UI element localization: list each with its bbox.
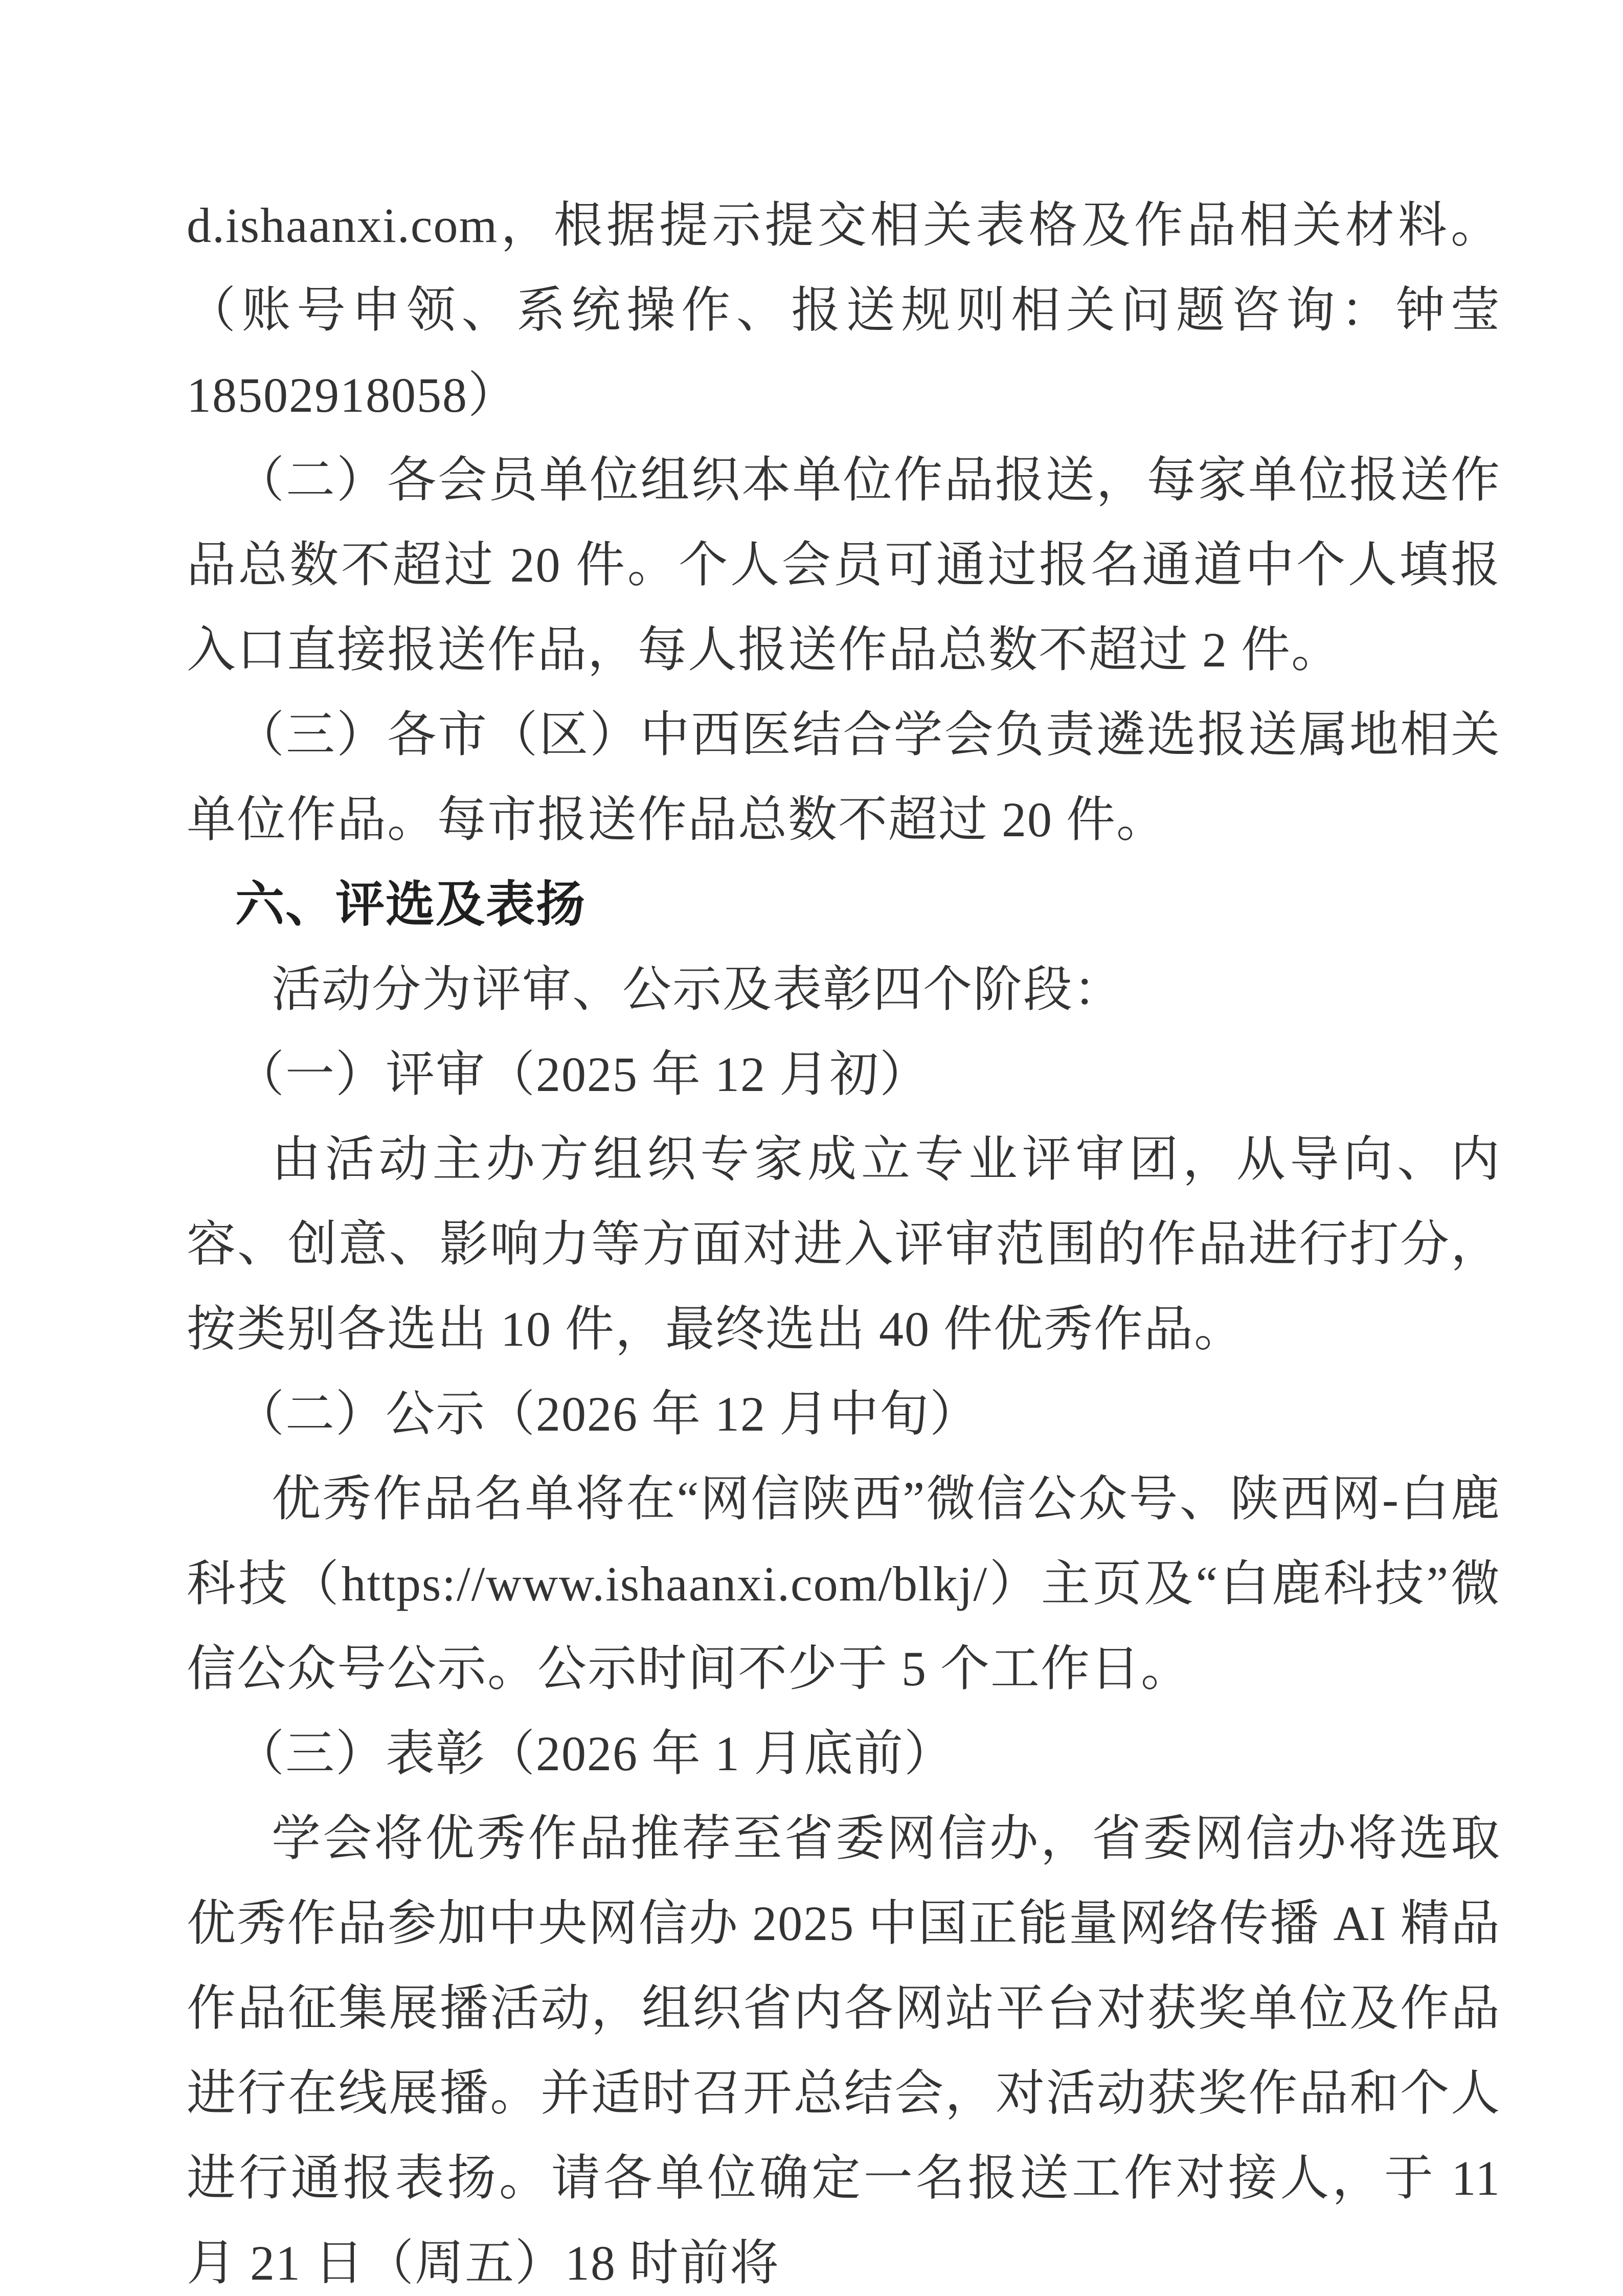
body-paragraph-review-stage: （一）评审（2025 年 12 月初） <box>235 1047 930 1102</box>
body-paragraph-member-units: （二）各会员单位组织本单位作品报送，每家单位报送作品总数不超过 20 件。个人会员可通过报名通道中个人填报入口直接报送作品，每人报送作品总数不超过 2 件。 <box>187 453 1501 677</box>
body-paragraph-publicity-stage: （二）公示（2026 年 12 月中旬） <box>235 1387 980 1441</box>
body-paragraph-commendation-detail: 学会将优秀作品推荐至省委网信办，省委网信办将选取优秀作品参加中央网信办 2025 中国正能量网络传播 AI 精品作品征集展播活动，组织省内各网站平台对获奖单位及作品进行在线展播。并适时召开总结会，对活动获奖作品和个人进行通报表扬。请各单位确定一名报送工作对接人，于 11 月 21 日（周五）18 时前将 <box>187 1811 1501 2290</box>
body-paragraph-publicity-detail: 优秀作品名单将在“网信陕西”微信公众号、陕西网-白鹿科技（https://www.ishaanxi.com/blkj/）主页及“白鹿科技”微信公众号公示。公示时间不少于 5 个工作日。 <box>187 1472 1501 1696</box>
body-paragraph-commendation-stage: （三）表彰（2026 年 1 月底前） <box>235 1726 954 1781</box>
body-paragraph-stages-intro: 活动分为评审、公示及表彰四个阶段： <box>272 962 1123 1017</box>
document-body <box>187 183 1501 2296</box>
section-heading-selection-commendation: 六、评选及表扬 <box>235 877 586 932</box>
body-paragraph-url-contact: d.ishaanxi.com，根据提示提交相关表格及作品相关材料。（账号申领、系统操作、报送规则相关问题咨询：钟莹 18502918058） <box>187 198 1501 422</box>
body-paragraph-review-detail: 由活动主办方组织专家成立专业评审团，从导向、内容、创意、影响力等方面对进入评审范围的作品进行打分，按类别各选出 10 件，最终选出 40 件优秀作品。 <box>187 1132 1501 1356</box>
body-paragraph-city-societies: （三）各市（区）中西医结合学会负责遴选报送属地相关单位作品。每市报送作品总数不超过 20 件。 <box>187 707 1501 847</box>
